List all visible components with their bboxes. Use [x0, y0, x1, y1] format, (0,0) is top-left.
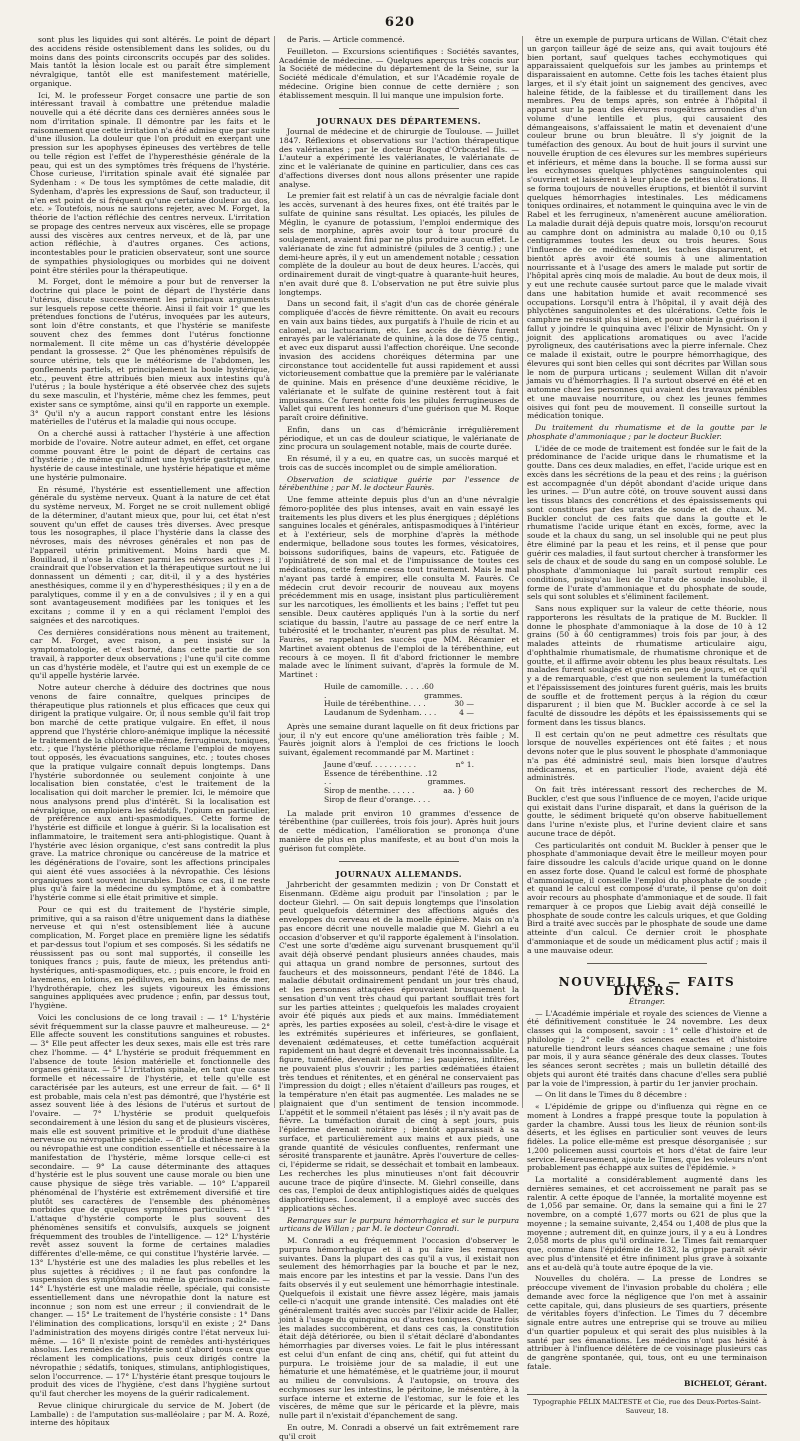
- recipe-liniment: [324, 683, 474, 718]
- body-paragraph: Ici, M. le professeur Forget consacre une partie de son intéressant travail à combattre une prétendue maladie nouvelle qui a été décrite dans ces dernières années sous le nom d'irritation spinale. Il démontre par les faits et le raisonnement que cette irritation n'a été admise que par suite d'une illusion. La douleur que l'on produit en exerçant une pression sur les apophyses épineuses des vertèbres de telle ou telle région est l'effet de l'hyperesthésie générale de la peau, qui est un des symptômes très fréquens de l'hystérie. Chose curieuse, l'irritation spinale avait été signalée par Sydenham : « De tous les symptômes de cette maladie, dit Sydenham, d'après les expressions de Sauf, son traducteur, il n'en est point de si fréquent qu'une certaine douleur au dos, etc. » Toutefois, nous ne saurions rejeter, avec M. Forget, la théorie de l'action réfléchie des centres nerveux. L'irritation se propage des centres nerveux aux viscères, elle se propage aussi des viscères aux centres nerveux, et de là, par une action réfléchie, à d'autres organes. Ces actions, incontestables pour le praticien observateur, sont une source de sympathies physiologiques ou morbides qui ne doivent point être stériles pour la thérapeutique.: [30, 90, 270, 275]
- body-paragraph: L'idée de ce mode de traitement est fondée sur le fait de la prédominance de l'acide urique dans le rhumatisme et la goutte. Dans ces deux maladies, en effet, l'acide urique est en excès dans les sécrétions de la peau et des reins ; la guérison est accompagnée d'un dépôt abondant d'acide urique dans les urines. — D'un autre côté, on trouve souvent aussi dans les tissus blancs des concrétions et des épaississements qui sont constitués par des urates de soude et de chaux. M. Buckler conclut de ces faits que dans la goutte et le rhumatisme l'acide urique étant en excès, forme, avec la soude et la chaux du sang, un sel insoluble qui ne peut plus être éliminé par la peau et les reins, et il pense que pour guérir ces maladies, il faut surtout chercher à transformer les sels de chaux et de soude du sang en un composé soluble. Le phosphate d'ammoniaque lui paraît surtout remplir ces conditions, puisqu'au lieu de l'urate de soude insoluble, il forme de l'urate d'ammoniaque et du phosphate de soude, sels qui sont solubles et s'éliminent facilement.: [527, 443, 767, 602]
- recipe-quantity: 4 —: [459, 708, 474, 717]
- body-paragraph: Enfin, dans un cas d'hémicrânie irrégulièrement périodique, et un cas de douleur sciatique, le valérianate de zinc procura un soulagement notable, mais de courte durée.: [279, 424, 519, 452]
- column-left: [30, 35, 271, 1428]
- body-paragraph: En résumé, l'hystérie est essentiellement une affection générale du système nerveux. Quant à la nature de cet état du système nerveux, M. Forget ne se croit nullement obligé de la déterminer, d'autant mieux que, pour lui, cet état n'est souvent qu'un effet de causes très diverses. Avec presque tous les nosographes, il place l'hystérie dans la classe des névroses, mais des névroses générales et non pas de l'appareil utérin primitivement. Moins hardi que M. Bouillaud, il n'ose la classer parmi les névroses actives ; il craindrait que l'observation et la thérapeutique surtout ne lui donnassent un démenti ; car, dit-il, il y a des hystéries anesthésiques, comme il y en d'hyperesthésiques ; il y en a de paralytiques, comme il y en a de convulsives ; il y en a qui sont avantageusement modifiées par les toniques et les excitans ; comme il y en a qui réclament l'emploi des saignées et des narcotiques.: [30, 484, 270, 625]
- recipe-row: [324, 683, 474, 701]
- article-title: Observation de sciatique guérie par l'essence de térébenthine ; par M. le docteur Faurès.: [279, 474, 519, 493]
- recipe-item: Sirop de fleur d'orange. . . .: [324, 794, 431, 804]
- recipe-row: [324, 709, 474, 718]
- news-heading: NOUVELLES. — FAITS DIVERS.: [558, 975, 736, 998]
- recipe-item: Laudanum de Sydenham. . . .: [324, 708, 437, 717]
- news-paragraph: — L'Académie impériale et royale des sciences de Vienne a été définitivement constituée le 24 novembre. Les deux classes qui la composent, savoir : 1° celle d'histoire et de philologie ; 2° celle des sciences exactes et d'histoire naturelle tiendront leurs séances chaque semaine ; une fois par mois, il y aura séance générale des deux classes. Toutes les séances seront secrètes ; mais un bulletin détaillé des objets qui auront été traités dans chacune d'elles sera publié par la voie de l'impression, à partir du 1er janvier prochain.: [527, 1008, 767, 1088]
- editor-signature: BICHELOT, Gérant.: [684, 1378, 767, 1388]
- body-paragraph: sont plus les liquides qui sont altérés. Le point de départ des accidens réside ostensiblement dans les solides, ou du moins dans des points circonscrits occupés par des solides. Mais tantôt la lésion locale est ou paraît être simplement névralgique, tantôt elle est manifestement matérielle, organique.: [30, 35, 270, 88]
- section-heading: JOURNAUX DES DÉPARTEMENS.: [316, 116, 482, 127]
- news-paragraph: — On lit dans le Times du 8 décembre :: [535, 1090, 687, 1100]
- body-paragraph: Journal de médecine et de chirurgie de Toulouse. — Juillet 1847. Réflexions et observations sur l'action thérapeutique des valérianates ; par le docteur Roque d'Orbcastel fils. — L'auteur a expérimenté les valérianates, le valérianate de zinc et le valérianate de quinine en particulier, dans ces cas d'affections diverses dont nous allons présenter une rapide analyse.: [279, 127, 519, 189]
- recipe-item: Huile de camomille. . . . . .: [324, 681, 425, 700]
- column-divider: [522, 36, 523, 1108]
- article-title: Du traitement du rhumatisme et de la goutte par le phosphate d'ammoniaque ; par le docteur Buckler.: [527, 423, 767, 441]
- column-middle: [279, 35, 519, 1441]
- body-paragraph: Ces dernières considérations nous mènent au traitement, car M. Forget, avec raison, a peu insisté sur la symptomatologie, et c'est borné, dans cette partie de son travail, à rapporter deux observations ; l'une qu'il cite comme un cas d'hystérie modèle, et l'autre qui est un exemple de ce qu'il appelle hystérie larvée.: [30, 627, 270, 681]
- body-paragraph: Sans nous expliquer sur la valeur de cette théorie, nous rapporterons les résultats de la pratique de M. Buckler. Il donne le phosphate d'ammoniaque à la dose de 10 à 12 grains (50 à 60 centigrammes) trois fois par jour, à des malades atteints de rhumatisme articulaire aigu, d'ophthalmie rhumatismale, de rhumatisme chronique et de goutte, et il affirme avoir obtenu les plus beaux résultats. Les malades furent soulagés et guéris en peu de jours, et ce qu'il y a de remarquable, c'est que non seulement la tuméfaction et l'épaississement des jointures furent guéris, mais les bruits de souffle et de frottement perçus à la région du cœur disparurent ; il bien que M. Buckler accorde à ce sel la faculté de dissoudre les dépôts et les épaississements qui se forment dans les tissus blancs.: [527, 604, 767, 727]
- body-paragraph: Après une semaine durant laquelle on fit deux frictions par jour, il n'y eut encore qu'une amélioration très faible ; M. Faurès joignit alors à l'emploi de ces frictions le looch suivant, également recommandé par M. Martinet :: [279, 721, 519, 757]
- body-paragraph: En outre, M. Conradi a observé un fait extrêmement rare qu'il croit: [279, 1422, 519, 1441]
- body-paragraph: Voici les conclusions de ce long travail : — 1° L'hystérie sévit fréquemment sur la classe pauvre et malheureuse. — 2° Elle affecte souvent les constitutions sanguines et robustes. — 3° Elle peut affecter les deux sexes, mais elle est très rare chez l'homme. — 4° L'hystérie se produit fréquemment en l'absence de toute lésion matérielle et fonctionnelle des organes génitaux. — 5° L'irritation spinale, en tant que cause formelle et nécessaire de l'hystérie, et telle qu'elle est caractérisée par les auteurs, est une erreur de fait. — 6° Il est probable, mais cela n'est pas démontré, que l'hystérie est assez souvent liée à des lésions de l'utérus et surtout de l'ovaire. — 7° L'hystérie se produit quelquefois secondairement à une lésion du sang et de plusieurs viscères, mais elle est souvent primitive et le produit d'une diathèse nerveuse ou névropathie spéciale. — 8° La diathèse nerveuse ou névropathie est une condition essentielle et nécessaire à la manifestation de l'hystérie, même lorsque celle-ci est secondaire. — 9° La cause déterminante des attaques d'hystérie est le plus souvent une cause morale ou bien une cause physique de siège très variable. — 10° L'appareil phénoménal de l'hystérie est extrêmement diversifié et tire plutôt ses caractères de l'ensemble des phénomènes morbides que de quelques symptômes particuliers. — 11° L'attaque d'hystérie comporte le plus souvent des phénomènes sensitifs et convulsifs, auxquels se joignent fréquemment des troubles de l'intelligence. — 12° L'hystérie revêt assez souvent la forme de certaines maladies différentes d'elle-même, ce qui constitue l'hystérie larvée. — 13° L'hystérie est une des maladies les plus rebelles et les plus sujettes à récidives ; il ne faut pas confondre la suspension des symptômes ou même la guérison radicale. — 14° L'hystérie est une maladie réelle, spéciale, qui consiste essentiellement dans une névropathie dont la nature est inconnue ; son nom est une erreur ; il conviendrait de le changer. — 15° Le traitement de l'hystérie consiste : 1° Dans l'élimination des complications, lorsqu'il en existe ; 2° Dans l'administration des moyens dirigés contre l'état nerveux lui-même. — 16° Il n'existe point de remèdes anti-hystériques absolus. Les remèdes de l'hystérie sont d'abord tous ceux que réclament les complications, puis ceux dirigés contre la névropathie ; sédatifs, toniques, stimulans, antiphlogistiques, selon l'occurrence. — 17° L'hystérie étant presque toujours le produit des vices de l'hygiène, c'est dans l'hygiène surtout qu'il faut chercher les moyens de la guérir radicalement.: [30, 1012, 271, 1398]
- news-paragraph: La mortalité a considérablement augmenté dans les dernières semaines, et cet accroissement ne paraît pas se ralentir. A cette époque de l'année, la mortalité moyenne est de 1,056 par semaine. Or, dans la semaine qui a fini le 27 novembre, on a compté 1,677 morts ou 621 de plus que la moyenne ; la semaine suivante, 2,454 ou 1,408 de plus que la moyenne ; autrement dit, en quinze jours, il y a eu à Londres 2,058 morts de plus qu'il ordinaire. Le Times fait remarquer que, comme dans l'épidémie de 1832, la grippe paraît sévir avec plus d'intensité et être infiniment plus grave à soixante ans et au-delà qu'à toute autre époque de la vie.: [527, 1175, 767, 1272]
- body-paragraph: Dans un second fait, il s'agit d'un cas de chorée générale compliquée d'accès de fièvre rémittente. On avait eu recours en vain aux bains tièdes, aux purgatifs à l'huile de ricin et au calomel, au lactucarium, etc. Les accès de fièvre furent enrayés par le valérianate de quinine, à la dose de 75 centig., et avec eux disparut aussi l'affection choréique. Une seconde invasion des accidens choréiques détermina par une circonstance tout accidentelle fut aussi rapidement et aussi victorieusement combattue que la première par le valérianate de quinine. Mais en présence d'une deuxième récidive, le valérianate et le sulfate de quinine restèrent tout à fait impuissans. Ce furent cette fois les pilules ferrugineuses de Vallet qui eurent les honneurs d'une guérison que M. Roque paraît croire définitive.: [279, 299, 519, 422]
- recipe-quantity: 30 —: [454, 699, 474, 709]
- recipe-looch: [324, 761, 474, 805]
- body-paragraph: de Paris. — Article commencé.: [287, 35, 405, 44]
- section-separator: [339, 108, 459, 109]
- news-subheading: Étranger.: [628, 996, 666, 1006]
- body-paragraph: En résumé, il y a eu, en quatre cas, un succès marqué et trois cas de succès incomplet ou de simple amélioration.: [279, 454, 519, 472]
- body-paragraph: On fait très intéressant ressort des recherches de M. Buckler, c'est que sous l'influence de ce moyen, l'acide urique qui existait dans l'urine disparaît, et dans la guérison de la goutte, le sédiment briqueté qu'on observe habituellement dans l'urine n'existe plus, et l'urine devient claire et sans aucune trace de dépôt.: [527, 785, 767, 838]
- page-number: 620: [384, 15, 416, 30]
- body-paragraph: M. Conradi a eu fréquemment l'occasion d'observer le purpura hémorrhagique et il a pu faire les remarques suivantes. Dans la plupart des cas qu'il a vus, il existait non seulement des hémorrhagies par la bouche et par le nez, mais encore par les intestins et par la vessie. Dans l'un des faits observés il y eut seulement une hémorrhagie intestinale. Quelquefois il existait une fièvre assez légère, mais jamais celle-ci n'acquit une grande intensité. Ces maladies ont été généralement traités avec succès par l'élixir acide de Haller, joint à l'usage du quinquina ou d'autres toniques. Quatre fois les malades succombèrent, et dans ces cas, la constitution était déjà détériorée, ou bien il s'était déclaré d'abondantes hémorrhagies par diverses voies. Le fait le plus intéressant est celui d'un enfant de cinq ans, chétif, qui fut atteint du purpura. Le troisième jour de sa maladie, il eut une hématurie et une hématémèse, et le quatrième jour, il mourut au milieu de convulsions. À l'autopsie, on trouva des ecchymoses sur les intestins, le péritoine, le mésentère, à la surface interne et externe de l'estomac, sur le foie et les viscères, de même que sur le péricarde et la plèvre, mais nulle part il n'existait d'épanchement de sang.: [279, 1236, 519, 1420]
- body-paragraph: Feuilleton. — Excursions scientifiques : Sociétés savantes, Académie de médecine. — Quelques aperçus très concis sur la Société de médecine du département de la Seine, sur la Société médicale d'émulation, et sur l'Académie royale de médecine. Origine bien connue de cette dernière ; son établissement mesquin. Il lui manque une impulsion forte.: [279, 46, 519, 100]
- news-paragraph: « L'épidémie de grippe ou d'influenza qui règne en ce moment à Londres a frappé presque toute la population à garder la chambre. Aussi tous les lieux de réunion sont-ils déserts, et les églises en particulier sont veuves de leurs fidèles. La police elle-même est presque désorganisée ; sur 1,200 policemen aussi courtois et hors d'état de faire leur service. Heureusement, ajoute le Times, que les voleurs n'ont probablement pas échappé aux suites de l'épidémie. »: [527, 1102, 767, 1173]
- recipe-item: Jaune d'œuf. . . . . . . . . .: [324, 759, 417, 769]
- recipe-item: Sirop de menthe. . . . . .: [324, 786, 415, 795]
- recipe-quantity: 60 grammes.: [424, 681, 463, 700]
- body-paragraph: Revue clinique chirurgicale du service de M. Jobert (de Lamballe) : de l'amputation sus-malléolaire ; par M. A. Rozé, interne des hôpitaux: [30, 1400, 270, 1428]
- recipe-row: [324, 796, 474, 805]
- body-paragraph: M. Forget, dont le mémoire a pour but de renverser la doctrine qui place le point de départ de l'hystérie dans l'utérus, discute successivement les principaux arguments sur lesquels repose cette théorie. Ainsi il fait voir 1° que les prétendues fonctions de l'utérus, invoquées par les auteurs, sont loin d'être constants, et que l'hystérie se manifeste souvent chez des femmes dont l'utérus fonctionne normalement. Il cite même un cas d'hystérie développée pendant la grossesse. 2° Que les phénomènes répulsifs de source utérine, tels que le météorisme de l'abdomen, les gonflements partiels, et principalement la boule hystérique, etc., peuvent être attribués bien mieux aux intestins qu'à l'utérus ; la boule hystérique a été observée chez des sujets du sexe masculin, et l'hystérie, même chez les femmes, peut exister sans ce symptôme, ainsi qu'il en rapporte un exemple. 3° Qu'il n'y a aucun rapport constant entre les lésions matérielles de l'utérus et la maladie qui nous occupe.: [30, 277, 270, 427]
- body-paragraph: Notre auteur cherche à déduire des doctrines que nous venons de faire connaître, quelques principes de thérapeutique plus rationnels et plus efficaces que ceux qui dirigent la pratique vulgaire. Or, il nous semble qu'il fait trop bon marché de cette pratique vulgaire. En effet, il nous apprend que l'hystérie chloro-anémique implique la nécessité le traitement de la chlorose elle-même, ferrugineux, toniques, etc. ; que l'hystérie pléthorique réclame l'emploi de moyens tout opposés, les évacuations sanguines, etc. ; toutes choses que la pratique vulgaire connaît depuis longtemps. Dans l'hystérie subordonnée ou seulement conjointe à une localisation bien constatée, c'est le traitement de la localisation qui doit marcher le premier. Ici, le mémoire que nous analysons prend plus d'intérêt. Si la localisation est névralgique, on emploiera les sédatifs, l'opium en particulier, de préférence aux anti-spasmodiques. Cette forme de l'hystérie est difficile et longue à guérir. Si la localisation est inflammatoire, le traitement sera anti-phlogistique. Quant à l'hystérie avec lésion organique, c'est sans contredit la plus grave. La matrice chronique ou cancéreuse de la matrice et les dégénérations de l'ovaire, sont les affections principales qui aient été vues associées à la névropathie. Ces lésions organiques sont souvent incurables. Dans ce cas, il ne reste plus qu'à faire la médecine du symptôme, et à combattre l'hystérie comme si elle était primitive et simple.: [30, 683, 270, 902]
- recipe-quantity: 12 grammes.: [427, 768, 466, 787]
- section-heading: JOURNAUX ALLEMANDS.: [335, 869, 463, 880]
- body-paragraph: La malade prit environ 10 grammes d'essence de térébenthine (par cuillerées, trois fois jour). Après huit jours de cette médication, l'amélioration se prononça d'une manière de plus en plus manifeste, et au bout d'un mois la guérison fut complète.: [279, 808, 519, 853]
- body-paragraph: Le premier fait est relatif à un cas de névralgie faciale dont les accès, survenant à des heures fixes, ont été traités par le sulfate de quinine sans résultat. Les opiacés, les pilules de Méglin, le cyanure de potassium, l'emploi endermique des sels de morphine, après avoir tour à tour procuré du soulagement, avaient fini par ne plus produire aucun effet. Le valérianate de zinc fut administré (pilules de 3 centig.) ; une demi-heure après, il y eut un amendement notable ; cessation complète de la douleur au bout de deux heures. L'accès, qui ordinairement durait de vingt-quatre à quarante-huit heures, n'en avait duré que 8. L'observation ne put être suivie plus longtemps.: [279, 191, 519, 297]
- body-paragraph: Il est certain qu'on ne peut admettre ces résultats que lorsque de nouvelles expériences ont été faites ; et nous devons noter que le plus souvent le phosphate d'ammoniaque n'a pas été administré seul, mais bien lorsque d'autres médicamens, et en particulier l'iode, avaient déjà été administrés.: [527, 729, 767, 783]
- body-paragraph: Jahrbericht der gesammten medizin ; von Dr Constatt et Eisenmann. Œdème aigu produit par l'insolation ; par le docteur Giehrl. — On sait depuis longtemps que l'insolation peut quelquefois déterminer des affections aiguës des enveloppes du cerveau et de la moelle épinière. Mais on n'a pas encore décrit une nouvelle maladie que M. Giehrl a eu occasion d'observer et qu'il rapporte également à l'insolation. C'est une sorte d'œdème aigu survenant brusquement qu'il avait déjà observé pendant plusieurs années chaudes, mais qui attaqua un grand nombre de personnes, surtout des faucheurs et des moissonneurs, pendant l'été de 1846. La maladie débutait ordinairement pendant un jour très chaud, et les personnes attaquées éprouvaient brusquement la sensation d'un vent très chaud qui partant soufflait très fort sur les parties atteintes ; quelquefois les malades croyaient avoir été piqués aux pieds et aux mains. Immédiatement après, les parties exposées au soleil, c'est-à-dire le visage et les extrémités supérieures et inférieures, se gonflaient, devenaient œdémateuses, et cette tuméfaction acquérait rapidement un haut degré et devenait très inconnaissable. La figure, tuméfiée, devenait informe ; les paupières, infiltrées, ne pouvaient plus s'ouvrir ; les parties œdématiées étaient très tendues et rénitentes, et en général ne conservaient pas l'impression du doigt ; elles n'étaient d'ailleurs pas rouges, et la température n'en était pas augmentée. Les malades ne se plaignaient que d'un sentiment de tension incommode. L'appétit et le sommeil n'étaient pas lésés ; il n'y avait pas de fièvre. La tuméfaction durait de cinq à sept jours, puis l'épiderme devenait noirâtre ; bientôt apparaissait à sa surface, et particulièrement aux mains et aux pieds, une grande quantité de vésicules confluentes, renfermant une sérosité transparente et jaunâtre. Après l'ouverture de celles-ci, l'épiderme se ridait, se desséchait et tombait en lambeaux. Les recherches les plus minutieuses n'ont fait découvrir aucune trace de piqûre d'insecte. M. Giehrl conseille, dans ces cas, l'emploi de deux antiphlogistiques aidés de quelques diaphorétiques. Localement, il a employé avec succès des applications sèches.: [279, 880, 519, 1213]
- article-title: Remarques sur le purpura hémorrhagica et sur le purpura urticans de Willan ; par M. le docteur Conradi.: [279, 1215, 519, 1234]
- section-separator: [339, 861, 459, 862]
- recipe-item: Essence de térébenthine. . . .: [324, 768, 428, 787]
- recipe-quantity: aa. } 60: [443, 786, 474, 795]
- body-paragraph: Pour ce qui est du traitement de l'hystérie simple, primitive, qui a sa raison d'être uniquement dans la diathèse nerveuse et qui n'est ostensiblement liée à aucune complication, M. Forget place en première ligne les sédatifs et par-dessus tout l'opium et ses composés. Si les sédatifs ne réussissent pas ou sont mal supportés, il conseille les toniques francs ; puis, faute de mieux, les prétendus anti-hystériques, anti-spasmodiques, etc. ; puis encore, le froid en lavemens, en lotions, en pédiluves, en bains, en bains de mer, l'hydrothérapie, chez les sujets vigoureux les émissions sanguines appliquées avec prudence ; enfin, par dessus tout, l'hygiène.: [30, 904, 270, 1010]
- printer-imprint: Typographie FÉLIX MALTESTE et Cie, rue des Deux-Portes-Saint-Sauveur, 18.: [527, 1394, 767, 1416]
- body-paragraph: Ces particularités ont conduit M. Buckler à penser que le phosphate d'ammoniaque devait être le meilleur moyen pour faire dissoudre les calculs d'acide urique quand on le donne en assez forte dose. Quand le calcul est formé de phosphate d'ammoniaque, il conseille l'emploi du phosphate de soude ; et quand le calcul est composé d'urate, il pense qu'on doit avoir recours au phosphate d'ammoniaque et de soude. Il fait remarquer à ce propos que Liebig avait déjà conseillé le phosphate de soude contre les calculs uriques, et que Golding Bird a traité avec succès par le phosphate de soude une dame atteinte d'un calcul. Ce dernier croit le phosphate d'ammoniaque et de soude un médicament plus actif ; mais il a une mauvaise odeur.: [527, 840, 767, 955]
- column-right: [527, 35, 767, 1415]
- body-paragraph: être un exemple de purpura urticans de Willan. C'était chez un garçon tailleur âgé de seize ans, qui avait toujours été bien portant, sauf quelques taches ecchymotiques qui apparaissaient quelquefois sur les jambes au printemps et disparaissaient en automne. Cette fois les taches étaient plus larges, et il s'y était joint un saignement des gencives, avec haleine fétide, de la faiblesse et du tiraillement dans les membres. Peu de temps après, son entrée à l'hôpital il apparut sur la peau des élevures rougeâtres arrondies d'un volume d'une lentille et plus, qui causaient des démangeaisons, s'affaissaient le matin et devenaient d'une couleur brune ou brun bleuâtre. Il s'y joignit de la tuméfaction des genoux. Au bout de huit jours il survint une nouvelle éruption de ces élevures sur les membres supérieurs et inférieurs, et même dans la bouche. Il se forma aussi sur les ecchymoses quelques phlyctènes sanguinolentes qui s'ouvrirent et laissèrent à leur place de petites ulcérations. Il se forma toujours de nouvelles éruptions, et bientôt il survint quelques hémorrhagies intestinales. Les médicamens toniques ordinaires, et notamment le quinquina avec le vin de Rabel et les ferrugineux, n'amenèrent aucune amélioration. La maladie durait déjà depuis quatre mois, lorsqu'on recourut au camphre dont on administra au malade 0,10 ou 0,15 centigrammes toutes les deux ou trois heures. Sous l'influence de ce médicament, les taches disparurent, et bientôt après avoir été soumis à une alimentation nourrissante et à l'usage des amers le malade put sortir de l'hôpital après cinq mois de maladie. Au bout de deux mois, il y eut une rechute causée surtout parce que le malade vivait dans une habitation humide et avait recommencé ses occupations. Lorsqu'il entra à l'hôpital, il y avait déjà des phlyctènes sanguinolentes et des ulcérations. Cette fois le camphre ne réussit plus si bien, et pour obtenir la guérison il fallut y joindre le quinquina avec l'élixir de Mynsicht. On y joignit des applications aromatiques ou avec l'acide pyroligneux, des cautérisations avec la pierre infernale. Chez ce malade il existait, outre le pourpre hémorrhagique, des élevures qui sont bien celles qui sont décrites par Willan sous le nom de purpura urticans ; seulement Willan dit n'avoir jamais vu d'hémorrhagies. Il l'a surtout observé en été et en automne chez les personnes qui avaient des travaux pénibles et une mauvaise nourriture, ou chez les jeunes femmes oisives qui font peu de mouvement. Il conseille surtout la médication tonique.: [527, 35, 767, 421]
- recipe-quantity: n° 1.: [455, 759, 474, 769]
- section-separator: [587, 963, 707, 964]
- body-paragraph: On a cherché aussi à rattacher l'hystérie à une affection morbide de l'ovaire. Notre auteur admet, en effet, cet organe comme pouvant être le point de départ de certains cas d'hystérie ; de même qu'il admet une hystérie gastrique, une hystérie de cause intestinale, une hystérie hépatique et même une hystérie pulmonaire.: [30, 429, 270, 482]
- recipe-item: Huile de térébenthine. . . .: [324, 699, 426, 709]
- column-divider: [274, 36, 275, 1108]
- news-paragraph: Nouvelles du choléra. — La presse de Londres se préoccupe vivement de l'invasion probable du choléra ; elle demande avec force la négligence que l'on met à assainir cette capitale, qui, dans plusieurs de ses quartiers, présente de véritables foyers d'infection. Le Times du 7 décembre signale entre autres une entreprise qui se trouve au milieu d'un quartier populeux et qui serait des plus nuisibles à la santé par ses émanations. Les médecins n'ont pas hésité à attribuer à l'influence délétère de ce voisinage plusieurs cas de gangrène spontanée, qui, tous, ont eu une terminaison fatale.: [527, 1274, 767, 1371]
- body-paragraph: Une femme atteinte depuis plus d'un an d'une névralgie fémoro-poplitée des plus intenses, avait en vain essayé les traitements les plus divers et les plus énergiques ; déplétions sanguines locales et générales, antispasmodiques à l'intérieur et à l'extérieur, sels de morphine d'après la méthode endermique, belladone sous toutes les formes, vésicatoires, boissons sudorifiques, bains de vapeurs, etc. Fatiguée de l'opiniâtreté de son mal et de l'impuissance de toutes ces médications, cette femme cessa tout traitement. Mais le mal n'ayant pas tardé à empirer, elle consulta M. Faurès. Ce médecin crut devoir recourir de nouveau aux moyens précédemment mis en usage, insistant plus particulièrement sur les narcotiques, les émollients et les bains ; l'effet tut peu sensible. Deux cautères appliqués l'un à la sortie du nerf sciatique du bassin, l'autre au passage de ce nerf entre la tubérosité et le trochanter, n'eurent pas plus de résultat. M. Faurès, se rappelant les succès que MM. Récamier et Martinet avaient obtenus de l'emploi de la térébenthine, eut recours à ce moyen. Il fit d'abord frictionner le membre malade avec le liniment suivant, d'après la formule de M. Martinet :: [279, 495, 519, 679]
- recipe-row: [324, 770, 474, 788]
